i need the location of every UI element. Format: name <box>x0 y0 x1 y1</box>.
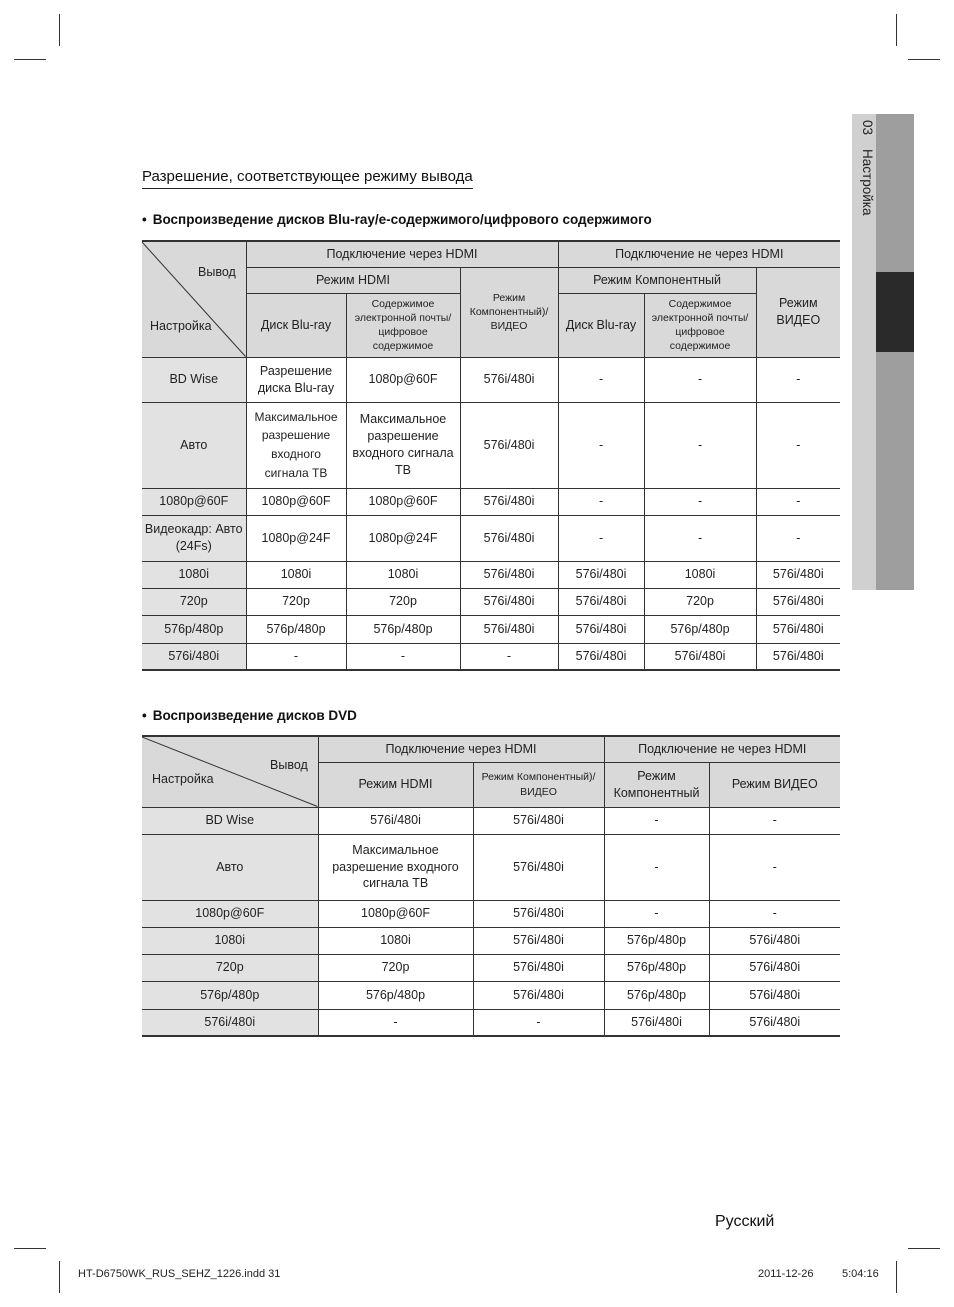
table-cell: - <box>558 357 644 402</box>
table-row <box>142 900 840 927</box>
table-cell: 1080p@24F <box>346 515 460 561</box>
table-cell: - <box>644 402 756 488</box>
table-cell: - <box>709 834 840 900</box>
table-cell: Максимальное разрешение входного сигнала ТВ <box>246 402 346 488</box>
table-cell: 576i/480i <box>709 954 840 981</box>
table-row <box>142 1009 840 1036</box>
table-cell: 576i/480i <box>558 643 644 670</box>
table-cell: - <box>346 643 460 670</box>
table-cell: 1080p@24F <box>246 515 346 561</box>
video-mode-header: Режим ВИДЕО <box>756 267 840 357</box>
table-cell: 576p/480p <box>644 615 756 643</box>
crop-mark <box>14 59 46 60</box>
row-label: 1080i <box>142 927 318 954</box>
crop-mark <box>908 1248 940 1249</box>
bluray-bullet <box>142 212 652 227</box>
table-cell: 576i/480i <box>756 588 840 615</box>
table-cell: 576p/480p <box>604 927 709 954</box>
table-cell: Разрешение диска Blu-ray <box>246 357 346 402</box>
table-cell: - <box>604 900 709 927</box>
corner-cell <box>142 241 246 357</box>
disc-bluray-header: Диск Blu-ray <box>558 293 644 357</box>
component-mode-header: Режим Компонентный <box>558 267 756 293</box>
table-row <box>142 954 840 981</box>
table-row <box>142 834 840 900</box>
row-label: BD Wise <box>142 807 318 834</box>
section-title: Разрешение, соответствующее режиму вывода <box>142 168 473 189</box>
table-cell: 576i/480i <box>604 1009 709 1036</box>
table-cell: - <box>756 357 840 402</box>
table-row <box>142 588 840 615</box>
row-label: 720p <box>142 588 246 615</box>
table-row <box>142 488 840 515</box>
table-row <box>142 357 840 402</box>
table-cell: - <box>756 488 840 515</box>
table-cell: 720p <box>246 588 346 615</box>
table-cell: 1080p@60F <box>346 488 460 515</box>
table-cell: 576p/480p <box>346 615 460 643</box>
chapter-number: 03 <box>860 120 875 136</box>
component-mode-header: Режим Компонентный <box>604 762 709 807</box>
table-cell: 576i/480i <box>473 954 604 981</box>
table-cell: 576p/480p <box>604 981 709 1009</box>
corner-output-label: Вывод <box>270 758 308 772</box>
chapter-marker <box>876 272 914 352</box>
hdmi-mode-header: Режим HDMI <box>246 267 460 293</box>
row-label: 720p <box>142 954 318 981</box>
table-cell: 576i/480i <box>756 643 840 670</box>
group-non-hdmi: Подключение не через HDMI <box>558 241 840 267</box>
row-label: 1080i <box>142 561 246 588</box>
table-cell: 576i/480i <box>460 588 558 615</box>
table-cell: 1080p@60F <box>246 488 346 515</box>
table-cell: 1080i <box>644 561 756 588</box>
table-cell: 576p/480p <box>318 981 473 1009</box>
table-cell: 576i/480i <box>473 807 604 834</box>
table-cell: Максимальное разрешение входного сигнала ТВ <box>346 402 460 488</box>
crop-mark <box>14 1248 46 1249</box>
disc-bluray-header: Диск Blu-ray <box>246 293 346 357</box>
table-cell: 576i/480i <box>460 561 558 588</box>
table-row <box>142 515 840 561</box>
table-cell: 576i/480i <box>460 357 558 402</box>
row-label: Авто <box>142 402 246 488</box>
table-cell: - <box>709 807 840 834</box>
table-cell: 1080i <box>246 561 346 588</box>
corner-cell <box>142 736 318 807</box>
table-cell: - <box>644 515 756 561</box>
table-cell: - <box>473 1009 604 1036</box>
table-row <box>142 402 840 488</box>
table-cell: 576i/480i <box>473 927 604 954</box>
table-cell: 720p <box>346 588 460 615</box>
table-cell: 576i/480i <box>709 927 840 954</box>
video-mode-header: Режим ВИДЕО <box>709 762 840 807</box>
hdmi-mode-header: Режим HDMI <box>318 762 473 807</box>
table-cell: - <box>558 402 644 488</box>
sidebar-strip <box>876 114 914 590</box>
table-cell: 720p <box>318 954 473 981</box>
table-cell: 576i/480i <box>473 900 604 927</box>
table-cell: 576i/480i <box>558 615 644 643</box>
table-row <box>142 615 840 643</box>
table-cell: 1080p@60F <box>346 357 460 402</box>
row-label: 576p/480p <box>142 615 246 643</box>
table-row <box>142 807 840 834</box>
corner-output-label: Вывод <box>198 265 236 279</box>
table-cell: 576i/480i <box>473 834 604 900</box>
chapter-label <box>853 120 875 225</box>
row-label: 576p/480p <box>142 981 318 1009</box>
diagonal-line <box>142 242 246 357</box>
component-video-mode-header: Режим Компонентный)/ ВИДЕО <box>473 762 604 807</box>
crop-mark <box>59 1261 60 1293</box>
bluray-resolution-table <box>142 240 840 671</box>
page-language: Русский <box>715 1213 775 1230</box>
row-label: 1080p@60F <box>142 488 246 515</box>
table-cell: 576i/480i <box>460 515 558 561</box>
table-cell: - <box>604 807 709 834</box>
row-label: 576i/480i <box>142 643 246 670</box>
table-cell: - <box>558 488 644 515</box>
table-row <box>142 927 840 954</box>
component-video-mode-header: Режим Компонентный)/ ВИДЕО <box>460 267 558 357</box>
bluray-bullet-text: Воспроизведение дисков Blu-ray/e-содержимого/цифрового содержимого <box>152 212 652 227</box>
corner-setting-label: Настройка <box>150 319 212 333</box>
table-cell: 576i/480i <box>558 588 644 615</box>
crop-mark <box>908 59 940 60</box>
row-label: 1080p@60F <box>142 900 318 927</box>
row-label: BD Wise <box>142 357 246 402</box>
table-cell: - <box>756 402 840 488</box>
table-cell: - <box>756 515 840 561</box>
group-non-hdmi: Подключение не через HDMI <box>604 736 840 762</box>
table-cell: 576i/480i <box>318 807 473 834</box>
chapter-sidebar <box>852 114 914 590</box>
table-cell: 576p/480p <box>604 954 709 981</box>
table-cell: - <box>246 643 346 670</box>
row-label: 576i/480i <box>142 1009 318 1036</box>
crop-mark <box>896 1261 897 1293</box>
dvd-bullet <box>142 708 357 723</box>
dvd-bullet-text: Воспроизведение дисков DVD <box>152 708 357 723</box>
table-cell: - <box>558 515 644 561</box>
footer-date: 2011-12-26 <box>758 1268 814 1280</box>
econtent-header: Содержимое электронной почты/ цифровое содержимое <box>346 293 460 357</box>
group-hdmi: Подключение через HDMI <box>318 736 604 762</box>
table-cell: 576i/480i <box>473 981 604 1009</box>
chapter-title: Настройка <box>860 148 875 216</box>
bullet-dot: • <box>142 708 147 723</box>
table-cell: - <box>460 643 558 670</box>
crop-mark <box>59 14 60 46</box>
table-cell: 1080i <box>318 927 473 954</box>
crop-mark <box>896 14 897 46</box>
footer-time: 5:04:16 <box>842 1268 879 1280</box>
table-cell: 576i/480i <box>709 1009 840 1036</box>
table-cell: 1080p@60F <box>318 900 473 927</box>
table-cell: - <box>644 357 756 402</box>
econtent-header: Содержимое электронной почты/ цифровое содержимое <box>644 293 756 357</box>
table-cell: - <box>644 488 756 515</box>
row-label: Авто <box>142 834 318 900</box>
table-cell: 1080i <box>346 561 460 588</box>
table-cell: 720p <box>644 588 756 615</box>
table-cell: - <box>709 900 840 927</box>
row-label: Видеокадр: Авто (24Fs) <box>142 515 246 561</box>
table-row <box>142 981 840 1009</box>
table-cell: 576i/480i <box>756 615 840 643</box>
dvd-resolution-table <box>142 735 840 1037</box>
table-cell: Максимальное разрешение входного сигнала ТВ <box>318 834 473 900</box>
table-cell: - <box>604 834 709 900</box>
corner-setting-label: Настройка <box>152 772 214 786</box>
table-cell: 576i/480i <box>460 615 558 643</box>
group-hdmi: Подключение через HDMI <box>246 241 558 267</box>
table-row <box>142 561 840 588</box>
table-cell: 576i/480i <box>460 488 558 515</box>
table-cell: 576i/480i <box>460 402 558 488</box>
bullet-dot: • <box>142 212 147 227</box>
table-cell: 576i/480i <box>558 561 644 588</box>
table-cell: 576i/480i <box>756 561 840 588</box>
table-cell: - <box>318 1009 473 1036</box>
table-cell: 576i/480i <box>644 643 756 670</box>
table-cell: 576i/480i <box>709 981 840 1009</box>
table-row <box>142 643 840 670</box>
footer-filename: HT-D6750WK_RUS_SEHZ_1226.indd 31 <box>78 1268 281 1280</box>
table-cell: 576p/480p <box>246 615 346 643</box>
